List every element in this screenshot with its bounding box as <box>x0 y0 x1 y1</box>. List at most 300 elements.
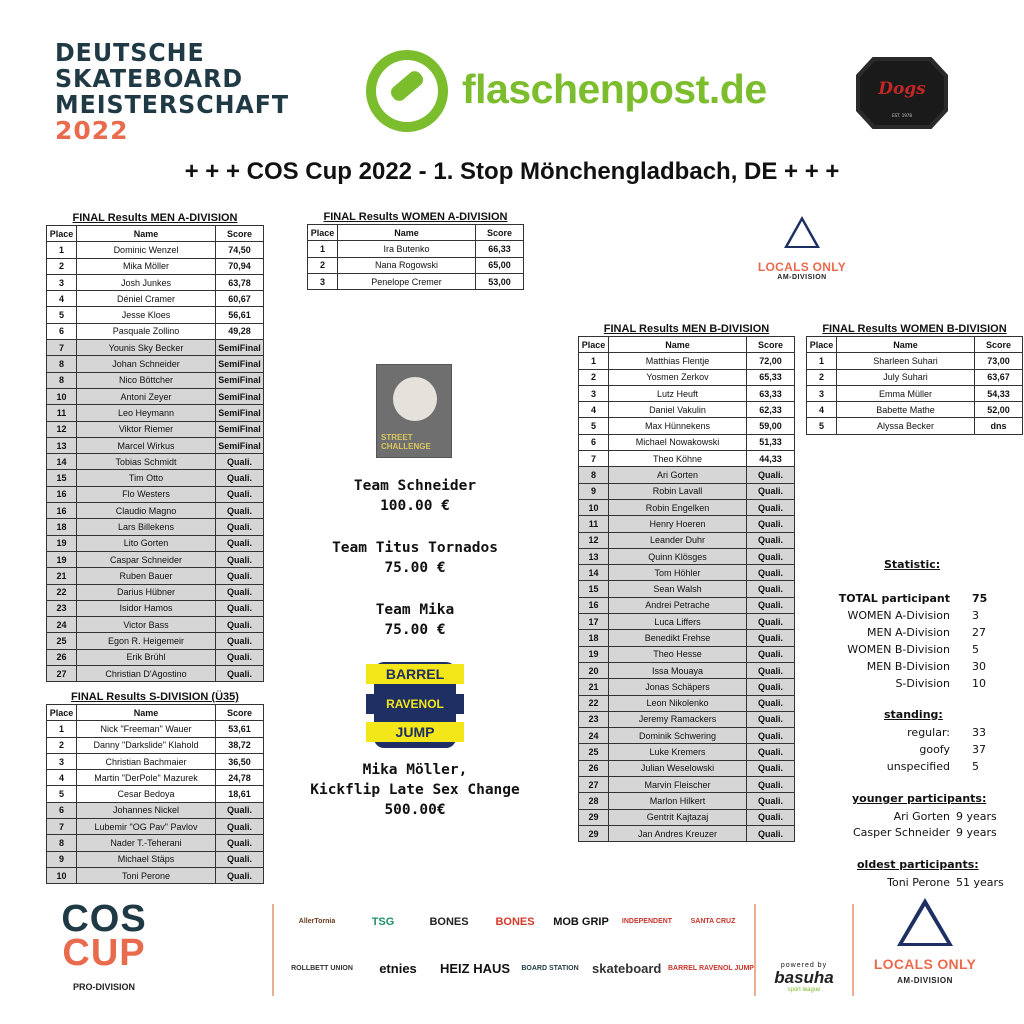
locals-only-logo <box>752 216 852 281</box>
cell-name: Lito Gorten <box>77 535 216 551</box>
barrel-logo-mid: RAVENOL <box>366 694 464 714</box>
cell-name: Ira Butenko <box>338 241 476 257</box>
rows-label: WOMEN B-Division <box>847 643 950 656</box>
column-header-place: Place <box>579 337 609 353</box>
standing-value: 37 <box>972 743 986 756</box>
cell-place: 3 <box>47 753 77 769</box>
locals-only-sub: AM-DIVISION <box>777 274 827 281</box>
cell-score: 73,00 <box>975 353 1023 369</box>
table-row <box>47 372 264 388</box>
table-row <box>579 548 795 564</box>
prize-team-3: Team Mika <box>375 602 455 618</box>
rows-value: 30 <box>972 660 986 673</box>
cell-name: Theo Hesse <box>609 646 747 662</box>
basuha-logo <box>758 962 850 993</box>
table-row <box>47 568 264 584</box>
sponsor-logo: HEIZ HAUS <box>440 961 511 976</box>
cell-place: 15 <box>47 470 77 486</box>
column-header-place: Place <box>308 225 338 241</box>
prize-team-2: Team Titus Tornados <box>332 540 498 556</box>
cell-place: 22 <box>579 695 609 711</box>
cell-name: Luca Liffers <box>609 614 747 630</box>
oldest-heading: oldest participants: <box>857 858 979 871</box>
men_a-table <box>46 225 264 682</box>
table-row <box>47 721 264 737</box>
cell-score: Quali. <box>747 516 795 532</box>
cell-score: SemiFinal <box>216 437 264 453</box>
flaschenpost-logo <box>366 48 766 132</box>
cell-score: 74,50 <box>216 242 264 258</box>
cell-name: Marlon Hilkert <box>609 793 747 809</box>
table-row <box>47 437 264 453</box>
cell-name: Ruben Bauer <box>77 568 216 584</box>
table-header-row <box>579 337 795 353</box>
s-division-results <box>46 691 264 884</box>
cos-cup-logo <box>58 898 150 1002</box>
column-header-score: Score <box>975 337 1023 353</box>
cell-place: 16 <box>47 503 77 519</box>
table-row <box>579 369 795 385</box>
barrel-jump-winner <box>290 760 540 820</box>
cell-place: 8 <box>47 356 77 372</box>
cell-name: Caspar Schneider <box>77 551 216 567</box>
cell-name: Matthias Flentje <box>609 353 747 369</box>
column-header-place: Place <box>807 337 837 353</box>
column-header-score: Score <box>476 225 524 241</box>
cell-place: 16 <box>579 597 609 613</box>
cell-place: 19 <box>579 646 609 662</box>
sponsor-logo: SANTA CRUZ <box>690 918 736 925</box>
cell-score: 62,33 <box>747 402 795 418</box>
cell-place: 25 <box>579 744 609 760</box>
cell-score: Quali. <box>747 467 795 483</box>
powered-by-text: powered by <box>780 962 828 969</box>
cell-place: 5 <box>47 786 77 802</box>
table-row <box>807 353 1023 369</box>
women_a-table <box>307 224 524 290</box>
cell-name: Max Hünnekens <box>609 418 747 434</box>
prize-amount-2: 75.00 € <box>384 560 446 576</box>
men-a-results <box>46 212 264 682</box>
column-header-place: Place <box>47 705 77 721</box>
cos-logo-line1: COS <box>61 898 147 940</box>
table-row <box>579 402 795 418</box>
column-header-score: Score <box>747 337 795 353</box>
sponsor-logo: BARREL RAVENOL JUMP <box>668 965 754 972</box>
locals-footer-sub: AM-DIVISION <box>897 976 953 985</box>
cell-place: 1 <box>47 721 77 737</box>
cell-place: 10 <box>47 867 77 883</box>
dogs-logo-est: EST. 1978 <box>892 113 912 118</box>
cell-score: SemiFinal <box>216 388 264 404</box>
cell-place: 23 <box>579 711 609 727</box>
sponsor-logo: ROLLBETT UNION <box>291 965 353 972</box>
cell-place: 5 <box>579 418 609 434</box>
cell-score: 53,00 <box>476 273 524 289</box>
cell-score: Quali. <box>747 499 795 515</box>
cell-name: Yosmen Zerkov <box>609 369 747 385</box>
table-row <box>47 519 264 535</box>
table-row <box>47 454 264 470</box>
cell-name: Penelope Cremer <box>338 273 476 289</box>
table-row <box>579 679 795 695</box>
cell-place: 10 <box>579 499 609 515</box>
cell-score: Quali. <box>216 568 264 584</box>
cell-place: 9 <box>47 851 77 867</box>
cell-score: 51,33 <box>747 434 795 450</box>
cell-name: Nana Rogowski <box>338 257 476 273</box>
cell-place: 1 <box>308 241 338 257</box>
standing-value: 33 <box>972 726 986 739</box>
footer-divider-left <box>272 904 274 996</box>
table-row <box>47 503 264 519</box>
warning-triangle-icon <box>897 898 953 946</box>
cell-score: Quali. <box>747 760 795 776</box>
cell-name: Luke Kremers <box>609 744 747 760</box>
standing-value: 5 <box>972 760 979 773</box>
cell-place: 6 <box>47 802 77 818</box>
table-row <box>308 241 524 257</box>
cell-place: 5 <box>47 307 77 323</box>
cell-score: 53,61 <box>216 721 264 737</box>
table-row <box>579 662 795 678</box>
cell-place: 3 <box>807 385 837 401</box>
table-row <box>579 614 795 630</box>
cell-score: Quali. <box>216 617 264 633</box>
cell-score: Quali. <box>747 679 795 695</box>
cell-score: Quali. <box>216 535 264 551</box>
cell-name: July Suhari <box>837 369 975 385</box>
cell-place: 3 <box>308 273 338 289</box>
table-row <box>47 470 264 486</box>
table-row <box>579 565 795 581</box>
cell-score: Quali. <box>747 548 795 564</box>
cell-name: Victor Bass <box>77 617 216 633</box>
men_b-caption: FINAL Results MEN B-DIVISION <box>603 323 770 335</box>
cell-place: 5 <box>807 418 837 434</box>
cell-place: 13 <box>47 437 77 453</box>
cell-place: 12 <box>579 532 609 548</box>
cell-name: Pasquale Zollino <box>77 323 216 339</box>
cell-score: 63,67 <box>975 369 1023 385</box>
younger-heading: younger participants: <box>852 792 987 805</box>
standing-label: goofy <box>919 743 950 756</box>
cell-score: Quali. <box>216 649 264 665</box>
table-row <box>47 617 264 633</box>
cell-score: Quali. <box>216 633 264 649</box>
cell-score: 38,72 <box>216 737 264 753</box>
table-row <box>47 356 264 372</box>
cell-name: Lars Billekens <box>77 519 216 535</box>
women_a-caption: FINAL Results WOMEN A-DIVISION <box>323 211 508 223</box>
men_b-table <box>578 336 795 842</box>
sponsor-logo: BONES <box>429 916 469 928</box>
women_b-caption: FINAL Results WOMEN B-DIVISION <box>822 323 1007 335</box>
cell-name: Johannes Nickel <box>77 802 216 818</box>
cell-place: 18 <box>579 630 609 646</box>
cell-place: 28 <box>579 793 609 809</box>
table-row <box>47 770 264 786</box>
cell-name: Emma Müller <box>837 385 975 401</box>
s_div-table <box>46 704 264 884</box>
portrait-icon <box>393 377 437 421</box>
dsm-line-2: SKATEBOARD <box>55 64 244 93</box>
table-row <box>47 851 264 867</box>
cell-name: Lutz Heuft <box>609 385 747 401</box>
cell-place: 7 <box>47 340 77 356</box>
street-challenge-logo <box>376 364 452 458</box>
cell-score: Quali. <box>216 802 264 818</box>
cell-score: SemiFinal <box>216 405 264 421</box>
cell-name: Younis Sky Becker <box>77 340 216 356</box>
cell-name: Michael Nowakowski <box>609 434 747 450</box>
cell-score: 54,33 <box>975 385 1023 401</box>
cell-place: 11 <box>47 405 77 421</box>
table-row <box>579 597 795 613</box>
rows-label: MEN B-Division <box>866 660 950 673</box>
sponsor-logo: AllerTornia <box>298 918 336 925</box>
cell-place: 25 <box>47 633 77 649</box>
table-row <box>308 273 524 289</box>
table-row <box>579 793 795 809</box>
cell-score: Quali. <box>216 486 264 502</box>
cell-score: 72,00 <box>747 353 795 369</box>
cell-name: Leo Heymann <box>77 405 216 421</box>
cell-place: 4 <box>47 291 77 307</box>
women_b-table <box>806 336 1023 435</box>
table-row <box>47 242 264 258</box>
rows-value: 5 <box>972 643 979 656</box>
rows-value: 27 <box>972 626 986 639</box>
cell-name: Jesse Kloes <box>77 307 216 323</box>
table-row <box>579 760 795 776</box>
cell-place: 16 <box>47 486 77 502</box>
cell-score: Quali. <box>216 600 264 616</box>
cell-name: Issa Mouaya <box>609 662 747 678</box>
table-row <box>47 421 264 437</box>
dsm-logo <box>55 38 290 145</box>
barrel-winner-name: Mika Möller, <box>362 762 468 778</box>
table-row <box>47 258 264 274</box>
cell-place: 23 <box>47 600 77 616</box>
table-row <box>579 695 795 711</box>
cell-place: 8 <box>579 467 609 483</box>
cell-place: 27 <box>579 777 609 793</box>
cell-score: Quali. <box>216 835 264 851</box>
cell-name: Marcel Wirkus <box>77 437 216 453</box>
table-row <box>47 274 264 290</box>
women-b-results <box>806 323 1023 435</box>
sponsor-logo: MOB GRIP <box>553 916 609 928</box>
cell-score: Quali. <box>216 584 264 600</box>
cell-score: 24,78 <box>216 770 264 786</box>
basuha-sub: sport league <box>787 987 821 993</box>
cell-name: Henry Hoeren <box>609 516 747 532</box>
table-row <box>47 307 264 323</box>
cell-place: 7 <box>579 451 609 467</box>
cell-place: 19 <box>47 535 77 551</box>
cell-name: Tobias Schmidt <box>77 454 216 470</box>
table-row <box>807 418 1023 434</box>
barrel-logo-bottom: JUMP <box>366 722 464 742</box>
cell-place: 14 <box>579 565 609 581</box>
cell-name: Benedikt Frehse <box>609 630 747 646</box>
dogs-logo <box>856 57 948 129</box>
cell-name: Johan Schneider <box>77 356 216 372</box>
table-row <box>579 711 795 727</box>
table-row <box>579 434 795 450</box>
cell-score: Quali. <box>747 581 795 597</box>
column-header-place: Place <box>47 226 77 242</box>
cell-score: SemiFinal <box>216 372 264 388</box>
table-row <box>47 551 264 567</box>
cell-score: Quali. <box>747 646 795 662</box>
cell-score: Quali. <box>747 565 795 581</box>
cell-name: Mika Möller <box>77 258 216 274</box>
cell-place: 24 <box>47 617 77 633</box>
table-row <box>579 499 795 515</box>
cell-score: 63,33 <box>747 385 795 401</box>
table-header-row <box>807 337 1023 353</box>
oldest-label: Toni Perone <box>887 876 950 889</box>
cell-score: 70,94 <box>216 258 264 274</box>
sponsor-logo: TSG <box>371 916 395 928</box>
table-row <box>47 633 264 649</box>
cell-name: Ari Gorten <box>609 467 747 483</box>
cell-score: Quali. <box>216 519 264 535</box>
cell-name: Nick "Freeman" Wauer <box>77 721 216 737</box>
statistic-heading: Statistic: <box>884 558 941 571</box>
cell-place: 6 <box>47 323 77 339</box>
cell-place: 2 <box>47 258 77 274</box>
cell-score: dns <box>975 418 1023 434</box>
column-header-score: Score <box>216 705 264 721</box>
table-row <box>47 737 264 753</box>
table-row <box>579 418 795 434</box>
dsm-line-3: MEISTERSCHAFT <box>55 90 290 119</box>
cell-place: 13 <box>579 548 609 564</box>
locals-only-footer-logo <box>870 898 980 985</box>
cell-name: Robin Lavall <box>609 483 747 499</box>
cell-name: Martin "DerPole" Mazurek <box>77 770 216 786</box>
rows-label: S-Division <box>895 677 950 690</box>
table-row <box>579 630 795 646</box>
cell-name: Quinn Klösges <box>609 548 747 564</box>
younger-label: Casper Schneider <box>853 826 950 839</box>
cell-name: Sean Walsh <box>609 581 747 597</box>
table-header-row <box>47 226 264 242</box>
cell-name: Robin Engelken <box>609 499 747 515</box>
cell-place: 26 <box>579 760 609 776</box>
cell-score: 18,61 <box>216 786 264 802</box>
cell-place: 4 <box>807 402 837 418</box>
standing-heading: standing: <box>884 708 943 721</box>
cell-name: Christian Bachmaier <box>77 753 216 769</box>
table-row <box>47 291 264 307</box>
cell-place: 15 <box>579 581 609 597</box>
rows-value: 3 <box>972 609 979 622</box>
prize-team-1: Team Schneider <box>353 478 477 494</box>
prize-amount-1: 100.00 € <box>380 498 450 514</box>
table-row <box>47 405 264 421</box>
table-header-row <box>308 225 524 241</box>
cell-score: Quali. <box>747 483 795 499</box>
cell-place: 4 <box>579 402 609 418</box>
flaschenpost-text: flaschenpost.de <box>462 66 767 112</box>
cell-score: Quali. <box>747 728 795 744</box>
cell-place: 2 <box>807 369 837 385</box>
barrel-winner-trick: Kickflip Late Sex Change <box>310 782 520 798</box>
cell-score: 56,61 <box>216 307 264 323</box>
cell-score: Quali. <box>216 470 264 486</box>
table-row <box>47 388 264 404</box>
cell-place: 1 <box>47 242 77 258</box>
cos-logo-line2: CUP <box>62 932 146 974</box>
table-row <box>807 369 1023 385</box>
column-header-score: Score <box>216 226 264 242</box>
bottle-cap-icon <box>366 50 448 132</box>
cell-place: 17 <box>579 614 609 630</box>
cell-name: Viktor Riemer <box>77 421 216 437</box>
cell-place: 29 <box>579 809 609 825</box>
cell-place: 21 <box>579 679 609 695</box>
cell-name: Danny "Darkslide" Klahold <box>77 737 216 753</box>
cell-score: Quali. <box>216 867 264 883</box>
cell-score: Quali. <box>747 662 795 678</box>
cell-place: 3 <box>579 385 609 401</box>
cell-place: 6 <box>579 434 609 450</box>
cell-score: Quali. <box>747 630 795 646</box>
table-row <box>47 753 264 769</box>
barrel-winner-amount: 500.00€ <box>384 802 446 818</box>
table-row <box>47 819 264 835</box>
warning-triangle-icon <box>784 216 820 248</box>
cos-logo-sub: PRO-DIVISION <box>72 982 135 992</box>
table-row <box>579 581 795 597</box>
rows-value: 75 <box>972 592 988 605</box>
cell-name: Babette Mathe <box>837 402 975 418</box>
rows-label: MEN A-Division <box>867 626 950 639</box>
cell-name: Christian D'Agostino <box>77 666 216 682</box>
rows-label: WOMEN A-Division <box>847 609 950 622</box>
cell-place: 14 <box>47 454 77 470</box>
cell-place: 9 <box>579 483 609 499</box>
cell-score: Quali. <box>216 666 264 682</box>
cell-name: Leon Nikolenko <box>609 695 747 711</box>
cell-place: 11 <box>579 516 609 532</box>
cell-score: Quali. <box>747 614 795 630</box>
cell-name: Nico Böttcher <box>77 372 216 388</box>
cell-name: Alyssa Becker <box>837 418 975 434</box>
footer-divider-mid <box>754 904 756 996</box>
locals-footer-name: LOCALS ONLY <box>873 956 977 972</box>
men-b-results <box>578 323 795 842</box>
cell-name: Jonas Schäpers <box>609 679 747 695</box>
sponsor-logo: etnies <box>379 961 417 976</box>
cell-place: 27 <box>47 666 77 682</box>
cell-score: 65,33 <box>747 369 795 385</box>
cell-score: 36,50 <box>216 753 264 769</box>
dsm-year: 2022 <box>55 116 129 145</box>
cell-score: Quali. <box>747 825 795 841</box>
cell-score: SemiFinal <box>216 356 264 372</box>
oldest-value: 51 years <box>956 876 1004 889</box>
cell-name: Theo Köhne <box>609 451 747 467</box>
cell-place: 3 <box>47 274 77 290</box>
cell-score: 65,00 <box>476 257 524 273</box>
table-row <box>47 600 264 616</box>
column-header-name: Name <box>609 337 747 353</box>
